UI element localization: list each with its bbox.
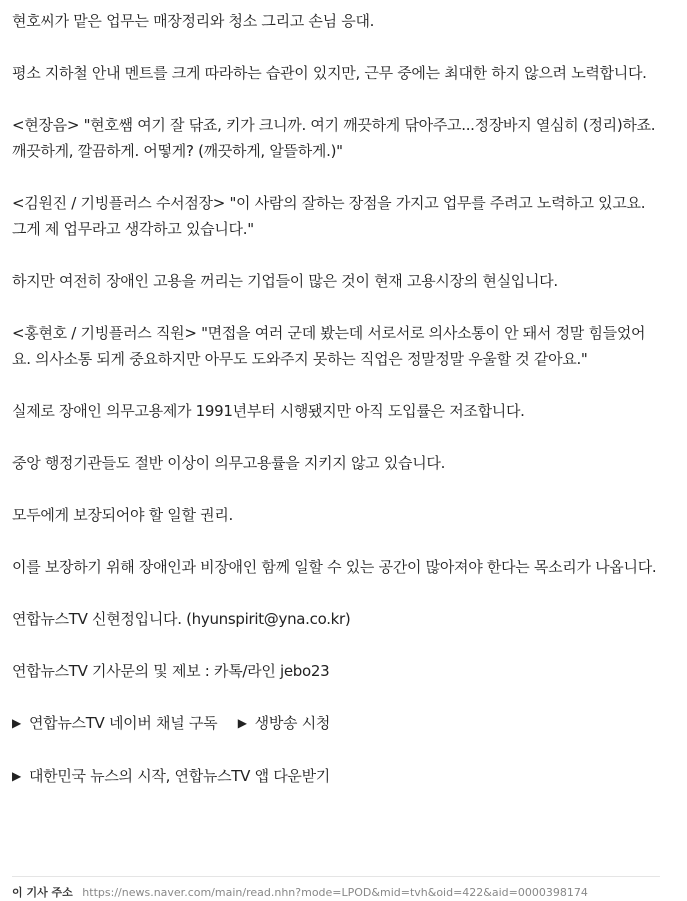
live-stream-label: 생방송 시청: [254, 714, 331, 732]
source-divider: [12, 876, 660, 877]
article-paragraph: 중앙 행정기관들도 절반 이상이 의무고용률을 지키지 않고 있습니다.: [12, 454, 446, 472]
article-paragraph: 모두에게 보장되어야 할 일할 권리.: [12, 506, 234, 524]
article-paragraph: 실제로 장애인 의무고용제가 1991년부터 시행됐지만 아직 도입률은 저조합니다.: [12, 402, 525, 420]
tip-contact: 연합뉴스TV 기사문의 및 제보 : 카톡/라인 jebo23: [12, 662, 330, 680]
article-paragraph: 하지만 여전히 장애인 고용을 꺼리는 기업들이 많은 것이 현재 고용시장의 현실입니다.: [12, 272, 558, 290]
play-arrow-icon: ▶: [12, 716, 21, 730]
article-body: [12, 0, 660, 816]
play-arrow-icon: ▶: [237, 716, 247, 730]
source-url-link[interactable]: https://news.naver.com/main/read.nhn?mode=LPOD&mid=tvh&oid=422&aid=0000398174: [82, 886, 588, 899]
app-download-link[interactable]: [12, 767, 330, 785]
reporter-signature: 연합뉴스TV 신현정입니다. (hyunspirit@yna.co.kr): [12, 610, 351, 628]
article-paragraph: 이를 보장하기 위해 장애인과 비장애인 함께 일할 수 있는 공간이 많아져야 한다는 목소리가 나옵니다.: [12, 558, 657, 576]
article-paragraph: 평소 지하철 안내 멘트를 크게 따라하는 습관이 있지만, 근무 중에는 최대한 하지 않으려 노력합니다.: [12, 64, 647, 82]
article-quote-manager: <김원진 / 기빙플러스 수서점장> "이 사람의 잘하는 장점을 가지고 업무를 주려고 노력하고 있고요. 그게 제 업무라고 생각하고 있습니다.": [12, 194, 646, 238]
source-label: 이 기사 주소: [12, 886, 73, 899]
article-quote-ambient: <현장음> "현호쌤 여기 잘 닦죠, 키가 크니까. 여기 깨끗하게 닦아주고...정장바지 열심히 (정리)하죠. 깨끗하게, 깔끔하게. 어떻게? (깨끗하게, 알뜰하게.)": [12, 116, 656, 160]
naver-channel-subscribe-label: 연합뉴스TV 네이버 채널 구독: [28, 714, 218, 732]
article-quote-employee: <홍현호 / 기빙플러스 직원> "면접을 여러 군데 봤는데 서로서로 의사소통이 안 돼서 정말 힘들었어요. 의사소통 되게 중요하지만 아무도 도와주지 못하는 직업은 정말정말 우울할 것 같아요.": [12, 324, 646, 368]
app-link-row: [12, 763, 660, 790]
app-download-label: 대한민국 뉴스의 시작, 연합뉴스TV 앱 다운받기: [28, 767, 330, 785]
live-stream-link[interactable]: [238, 714, 330, 732]
play-arrow-icon: ▶: [12, 769, 21, 783]
naver-channel-subscribe-link[interactable]: [12, 714, 222, 732]
article-paragraph: 현호씨가 맡은 업무는 매장정리와 청소 그리고 손님 응대.: [12, 12, 375, 30]
promo-links-row: [12, 710, 660, 737]
article-source-bar: [12, 885, 672, 901]
